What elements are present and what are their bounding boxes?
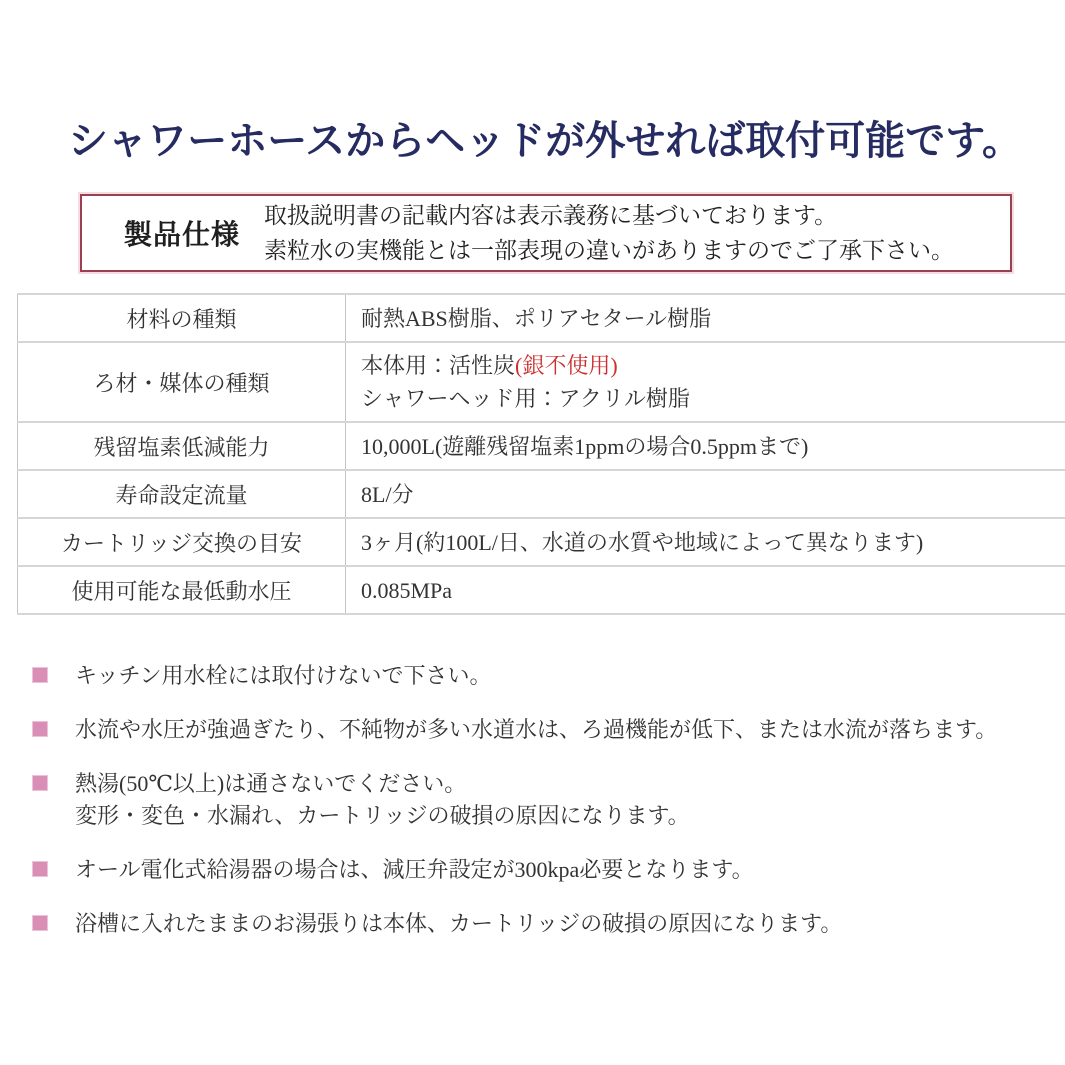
note-text (75, 768, 690, 832)
spec-label-cell: ろ材・媒体の種類 (18, 342, 346, 422)
note-text (75, 908, 842, 940)
spec-value-line (361, 430, 1057, 463)
bullet-square-icon (33, 862, 47, 876)
value-text: 0.085MPa (361, 577, 453, 603)
bullet-square-icon (33, 916, 47, 930)
spec-note-line: 素粒水の実機能とは一部表現の違いがありますのでご了承下さい。 (264, 237, 955, 263)
spec-table-row (18, 342, 1065, 422)
spec-label-cell: 使用可能な最低動水圧 (18, 566, 346, 614)
spec-table-row (18, 422, 1065, 470)
note-line: 浴槽に入れたままのお湯張りは本体、カートリッジの破損の原因になります。 (75, 911, 843, 936)
note-line: 水流や水圧が強過ぎたり、不純物が多い水道水は、ろ過機能が低下、または水流が落ちます。 (75, 717, 998, 742)
note-item (33, 660, 1053, 692)
spec-note-text (264, 198, 954, 268)
spec-label-cell: 寿命設定流量 (18, 470, 346, 518)
bullet-square-icon (33, 722, 47, 736)
spec-value-cell (346, 294, 1065, 342)
note-text (75, 660, 491, 692)
spec-table (17, 293, 1065, 615)
spec-value-cell (346, 566, 1065, 614)
notes-list (33, 660, 1053, 962)
spec-value-line (361, 349, 1057, 382)
note-item (33, 908, 1053, 940)
spec-note-box (80, 194, 1012, 272)
spec-value-line (361, 302, 1057, 335)
spec-value-cell (346, 422, 1065, 470)
note-line: 変形・変色・水漏れ、カートリッジの破損の原因になります。 (75, 803, 690, 828)
spec-value-line (361, 526, 1057, 559)
spec-value-line (361, 478, 1057, 511)
value-text: 10,000L(遊離残留塩素1ppmの場合0.5ppmまで) (361, 433, 809, 459)
spec-value-cell (346, 342, 1065, 422)
spec-table-body (18, 294, 1065, 614)
page-title: シャワーホースからヘッドが外せれば取付可能です。 (68, 119, 1022, 163)
spec-value-cell (346, 518, 1065, 566)
spec-table-row (18, 566, 1065, 614)
note-line: 熱湯(50℃以上)は通さないでください。 (75, 771, 467, 796)
value-text: 3ヶ月(約100L/日、水道の水質や地域によって異なります) (361, 529, 924, 555)
note-item (33, 768, 1053, 832)
spec-value-line (361, 574, 1057, 607)
value-text: シャワーヘッド用：アクリル樹脂 (361, 386, 690, 411)
note-item (33, 854, 1053, 886)
value-text: 本体用：活性炭 (361, 353, 516, 378)
value-text: 耐熱ABS樹脂、ポリアセタール樹脂 (361, 305, 712, 331)
spec-note-line: 取扱説明書の記載内容は表示義務に基づいております。 (264, 202, 838, 228)
spec-table-row (18, 294, 1065, 342)
bullet-square-icon (33, 776, 47, 790)
spec-value-cell (346, 470, 1065, 518)
note-text (75, 854, 754, 886)
value-text: 8L/分 (361, 481, 414, 507)
spec-label-cell: 材料の種類 (18, 294, 346, 342)
note-line: キッチン用水栓には取付けないで下さい。 (75, 663, 492, 688)
note-line: オール電化式給湯器の場合は、減圧弁設定が300kpa必要となります。 (75, 857, 754, 882)
note-item (33, 714, 1053, 746)
spec-value-line (361, 382, 1057, 415)
spec-label-cell: カートリッジ交換の目安 (18, 518, 346, 566)
spec-label-cell: 残留塩素低減能力 (18, 422, 346, 470)
spec-note-label: 製品仕様 (124, 219, 241, 250)
spec-table-row (18, 470, 1065, 518)
highlighted-text: (銀不使用) (515, 353, 618, 378)
bullet-square-icon (33, 668, 47, 682)
spec-table-row (18, 518, 1065, 566)
note-text (75, 714, 997, 746)
